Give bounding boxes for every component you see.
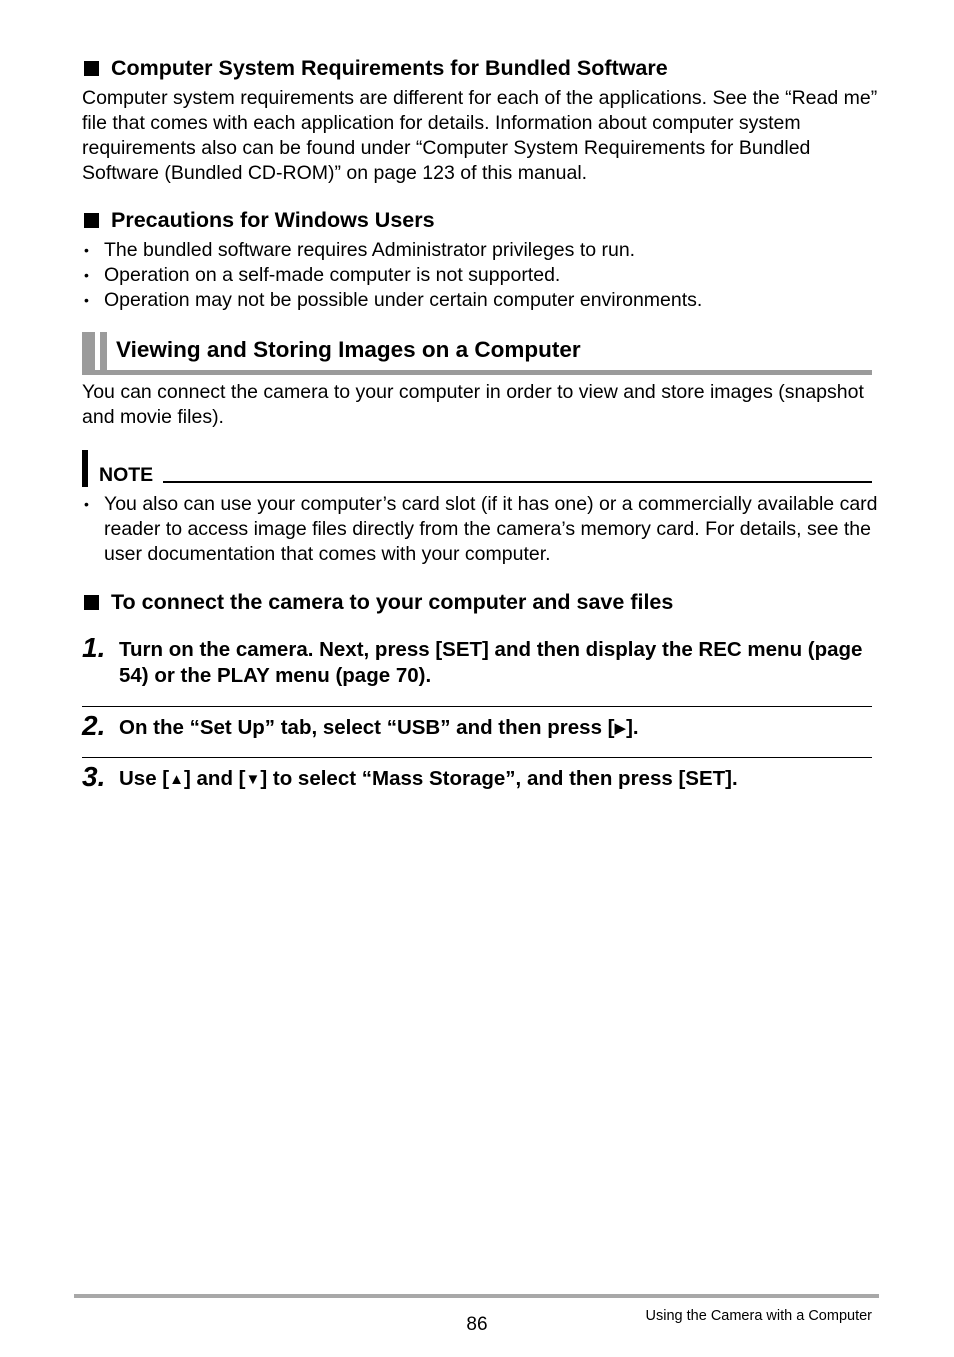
list-item: • You also can use your computer’s card slot (if it has one) or a commercially available card reader to access image files directly from the camera’s memory card. For details, see the user documentation that comes with your computer. bbox=[82, 492, 882, 567]
main-section-title: Viewing and Storing Images on a Computer bbox=[116, 337, 581, 362]
step-divider bbox=[82, 706, 872, 707]
list-item: • Operation on a self-made computer is not supported. bbox=[82, 263, 882, 288]
step-number: 3. bbox=[82, 761, 106, 792]
sysreq-body: Computer system requirements are different for each of the applications. See the “Read me” file that comes with each application for details. Information about computer system requirements also can be found under “Computer System Requirements for Bundled Software (Bundled CD-ROM)” on page 123 of this manual. bbox=[82, 87, 878, 184]
square-bullet-icon bbox=[84, 213, 99, 228]
step-text-part: ] and [ bbox=[184, 767, 246, 790]
right-arrow-icon: ▶ bbox=[614, 720, 627, 737]
section-bar-decoration bbox=[82, 332, 95, 370]
square-bullet-icon bbox=[84, 61, 99, 76]
step-number: 1. bbox=[82, 632, 106, 663]
note-bullet-list bbox=[82, 492, 882, 567]
note-divider bbox=[163, 481, 872, 483]
list-item: • Operation may not be possible under certain computer environments. bbox=[82, 288, 882, 313]
up-arrow-icon: ▲ bbox=[169, 771, 184, 788]
step-text: Turn on the camera. Next, press [SET] and then display the REC menu (page 54) or the PLAY menu (page 70). bbox=[119, 638, 863, 687]
note-label: NOTE bbox=[99, 464, 154, 486]
sysreq-heading bbox=[84, 54, 668, 82]
step-text bbox=[119, 715, 879, 742]
windows-heading bbox=[84, 206, 435, 234]
sysreq-heading-text: Computer System Requirements for Bundled Software bbox=[111, 56, 668, 80]
footer-chapter-title: Using the Camera with a Computer bbox=[645, 1308, 872, 1324]
footer-divider bbox=[74, 1294, 879, 1298]
step-divider bbox=[82, 757, 872, 758]
windows-heading-text: Precautions for Windows Users bbox=[111, 208, 435, 232]
procedure-heading-text: To connect the camera to your computer and save files bbox=[111, 590, 674, 614]
step-text-part: Use [ bbox=[119, 767, 170, 790]
step-text-part: ] to select “Mass Storage”, and then press [SET]. bbox=[260, 767, 738, 790]
windows-bullet-list bbox=[82, 238, 882, 313]
section-bar-decoration bbox=[100, 332, 107, 370]
square-bullet-icon bbox=[84, 595, 99, 610]
procedure-heading bbox=[84, 588, 673, 616]
step-number: 2. bbox=[82, 710, 106, 741]
list-item: • The bundled software requires Administrator privileges to run. bbox=[82, 238, 882, 263]
down-arrow-icon: ▼ bbox=[245, 771, 261, 788]
step-text-part: On the “Set Up” tab, select “USB” and then press [ bbox=[119, 716, 615, 739]
main-section-header bbox=[82, 332, 872, 375]
main-section-intro: You can connect the camera to your computer in order to view and store images (snapshot and movie files). bbox=[82, 381, 864, 428]
note-bar-decoration bbox=[82, 450, 88, 487]
step-text-part: ]. bbox=[626, 716, 639, 739]
step-text bbox=[119, 766, 879, 793]
page-number: 86 bbox=[466, 1314, 488, 1335]
